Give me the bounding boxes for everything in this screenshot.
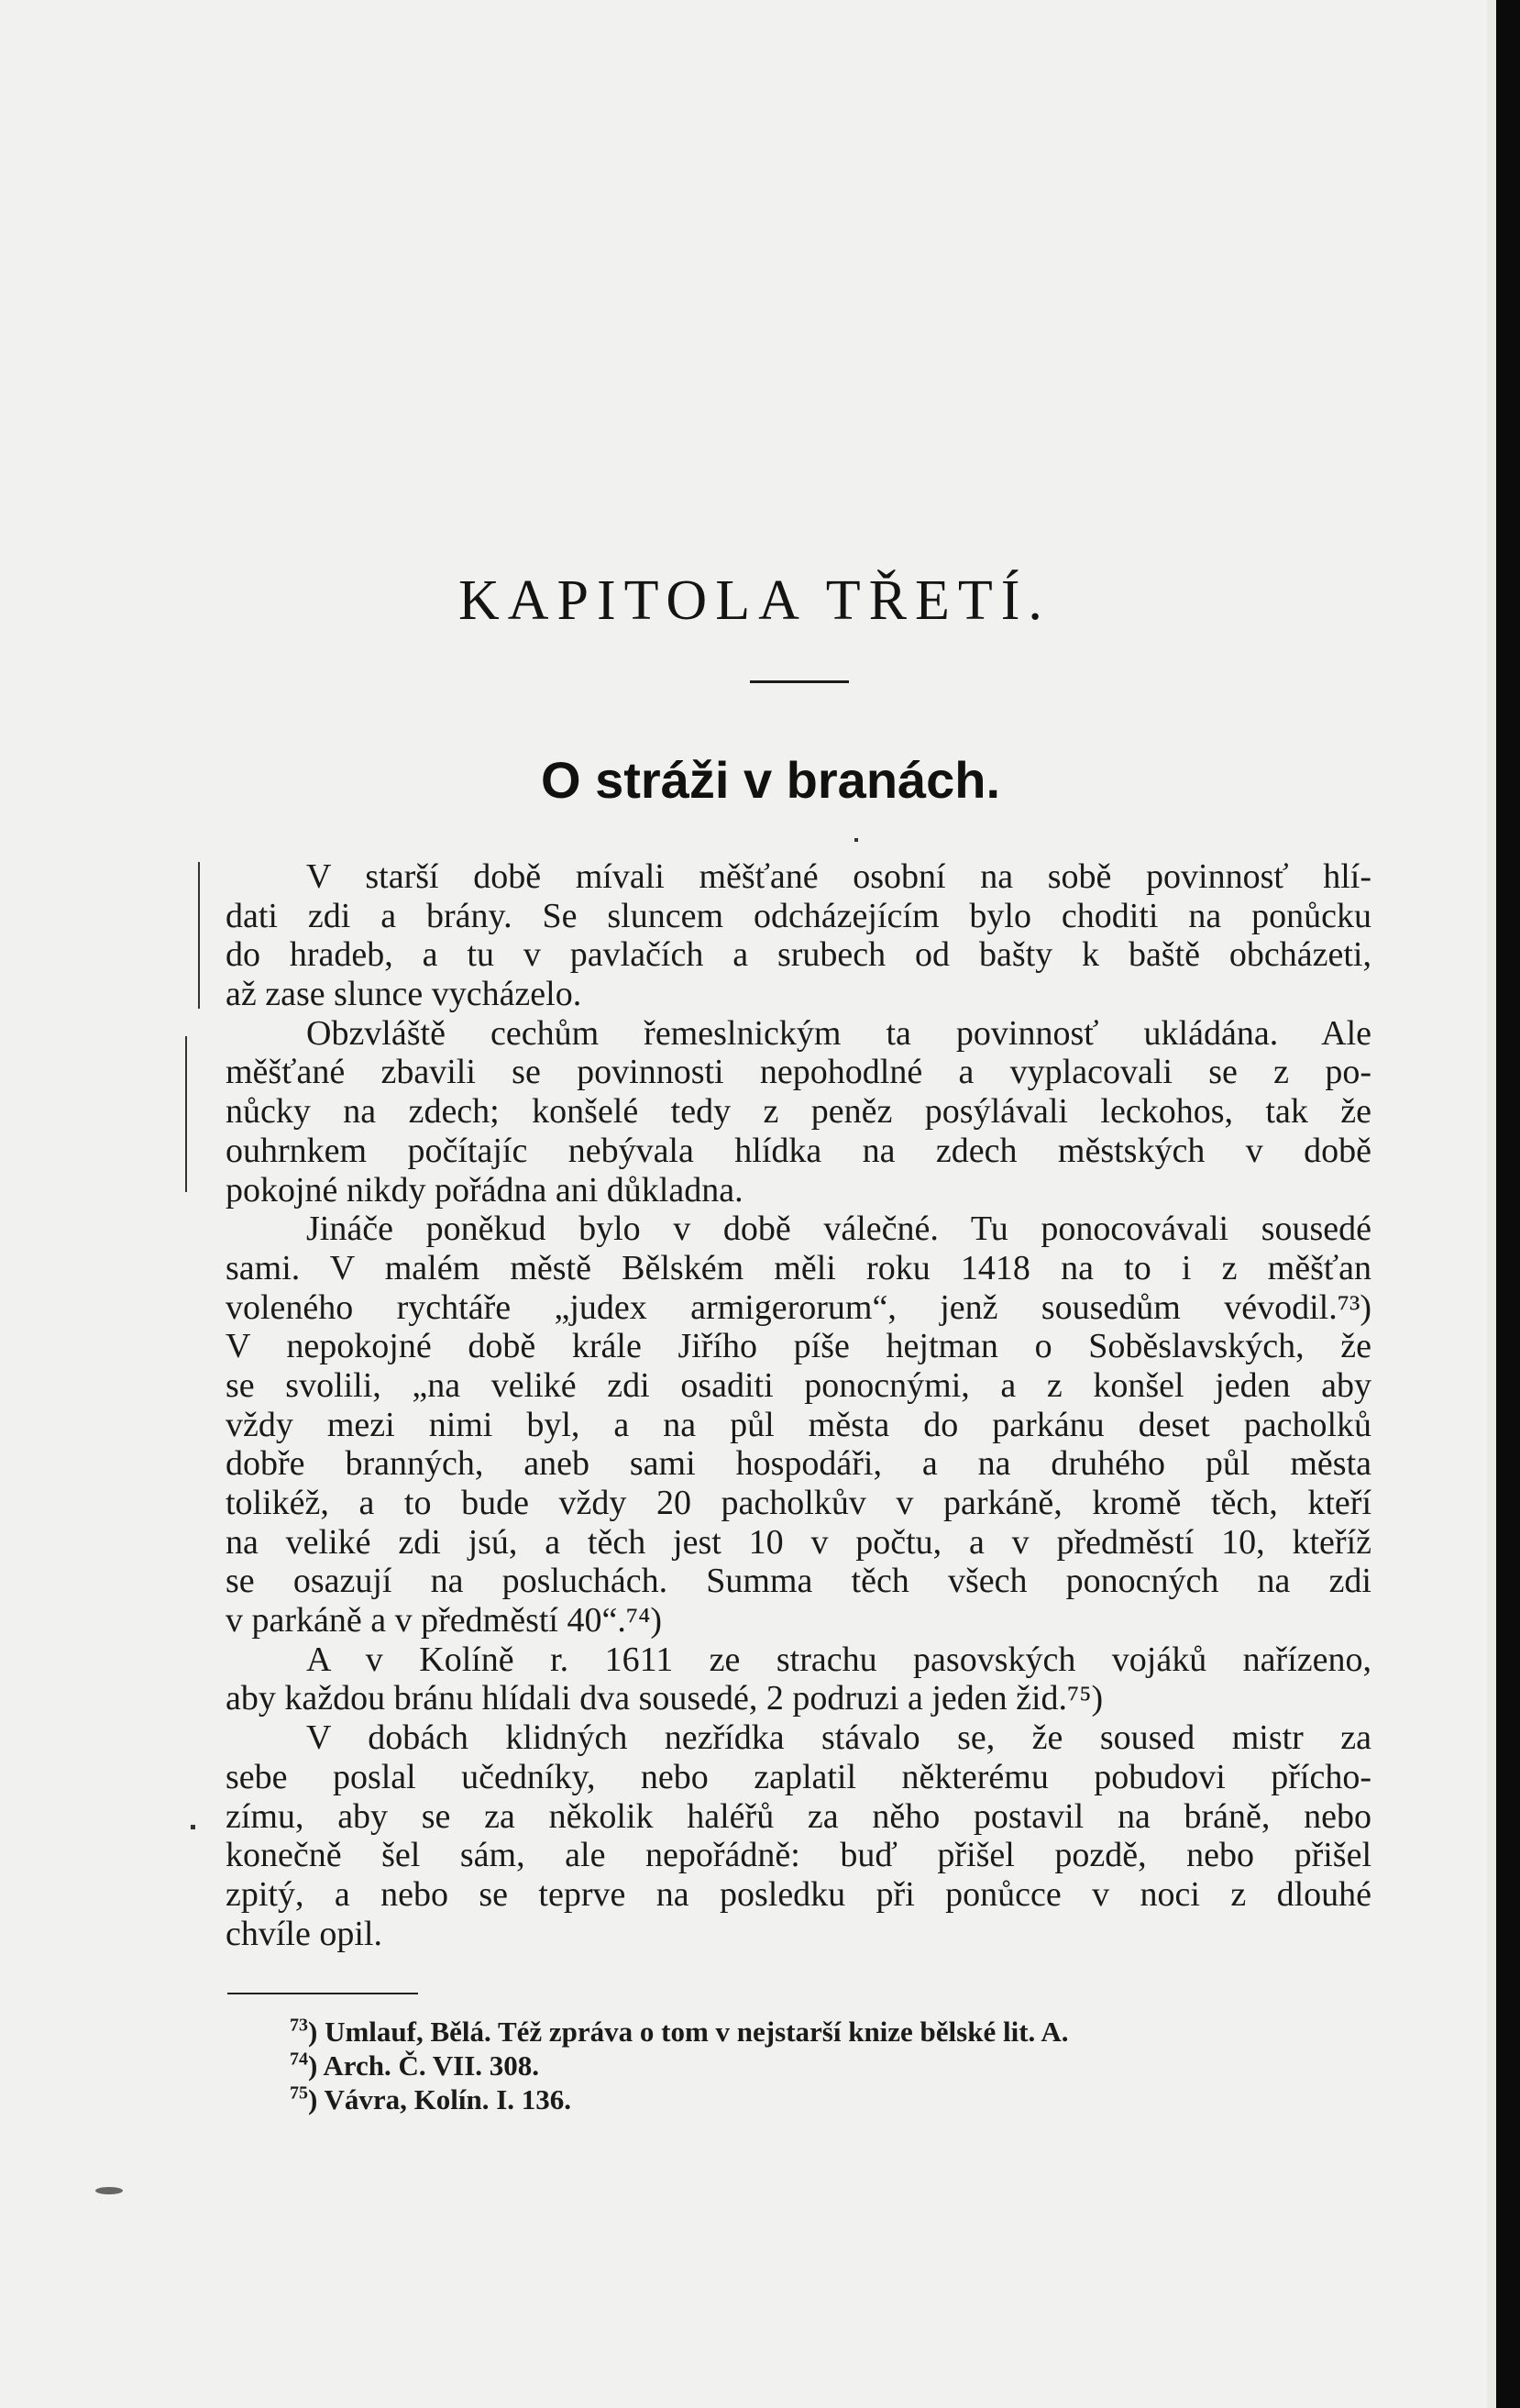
text-line: dati zdi a brány. Se sluncem odcházejícím bylo choditi na ponůcku bbox=[226, 896, 1371, 935]
chapter-heading: KAPITOLA TŘETÍ. bbox=[458, 569, 1051, 632]
footnote-mark: 74 bbox=[290, 2049, 308, 2070]
margin-dot-mark bbox=[854, 838, 858, 842]
text-line: voleného rychtáře „judex armigerorum“, jenž sousedům vévodil.⁷³) bbox=[226, 1287, 1371, 1327]
footnote-mark: 75 bbox=[290, 2082, 308, 2104]
text-line: měšťané zbavili se povinnosti nepohodlné a vyplacovali se z po- bbox=[226, 1053, 1371, 1092]
text-line: se osazují na posluchách. Summa těch všech ponocných na zdi bbox=[226, 1562, 1371, 1601]
text-line: V nepokojné době krále Jiřího píše hejtman o Soběslavských, že bbox=[226, 1327, 1371, 1366]
footnote-text: ) Umlauf, Bělá. Též zpráva o tom v nejstarší knize bělské lit. A. bbox=[308, 2016, 1069, 2048]
text-line: ouhrnkem počítajíc nebývala hlídka na zdech městských v době bbox=[226, 1131, 1371, 1170]
chapter-title: O stráži v branách. bbox=[541, 751, 1001, 809]
text-line: zpitý, a nebo se teprve na posledku při ponůcce v noci z dlouhé bbox=[226, 1874, 1371, 1914]
text-line: Obzvláště cechům řemeslnickým ta povinnosť ukládána. Ale bbox=[306, 1013, 1371, 1053]
text-line: v parkáně a v předměstí 40“.⁷⁴) bbox=[226, 1601, 662, 1640]
margin-dot-mark bbox=[191, 1825, 195, 1829]
scan-border bbox=[1496, 0, 1520, 2408]
text-line: tolikéž, a to bude vždy 20 pacholkův v parkáně, kromě těch, kteří bbox=[226, 1484, 1371, 1522]
text-line: aby každou bránu hlídali dva sousedé, 2 podruzi a jeden žid.⁷⁵) bbox=[226, 1679, 1104, 1718]
text-line: zímu, aby se za několik haléřů za něho postavil na bráně, nebo bbox=[226, 1796, 1371, 1836]
text-line: pokojné nikdy pořádna ani důkladna. bbox=[226, 1170, 743, 1210]
footnote-text: ) Vávra, Kolín. I. 136. bbox=[308, 2083, 572, 2115]
text-line: sebe poslal učedníky, nebo zaplatil některému pobudovi přícho- bbox=[226, 1757, 1371, 1796]
text-line: dobře branných, aneb sami hospodáři, a na druhého půl města bbox=[226, 1444, 1371, 1484]
text-line: A v Kolíně r. 1611 ze strachu pasovských vojáků nařízeno, bbox=[306, 1640, 1371, 1679]
page-edge bbox=[1487, 0, 1496, 2408]
text-line: se svolili, „na veliké zdi osaditi ponocnými, a z konšel jeden aby bbox=[226, 1365, 1371, 1405]
margin-line-mark bbox=[198, 862, 200, 1009]
text-line: chvíle opil. bbox=[226, 1914, 382, 1953]
text-line: do hradeb, a tu v pavlačích a srubech od bašty k baště obcházeti, bbox=[226, 935, 1371, 975]
text-line: sami. V malém městě Bělském měli roku 1418 na to i z měšťan bbox=[226, 1248, 1371, 1287]
margin-line-mark bbox=[185, 1036, 187, 1192]
footnote-text: ) Arch. Č. VII. 308. bbox=[308, 2049, 540, 2082]
text-line: konečně šel sám, ale nepořádně: buď přišel pozdě, nebo přišel bbox=[226, 1836, 1371, 1875]
text-line: na veliké zdi jsú, a těch jest 10 v počtu, a v předměstí 10, kteříž bbox=[226, 1522, 1371, 1562]
text-line: V dobách klidných nezřídka stávalo se, že soused mistr za bbox=[306, 1718, 1371, 1758]
paper-smudge bbox=[95, 2187, 123, 2194]
footnote-mark: 73 bbox=[290, 2015, 308, 2036]
text-line: nůcky na zdech; konšelé tedy z peněz posýlávali leckohos, tak že bbox=[226, 1092, 1371, 1132]
text-line: Jináče poněkud bylo v době válečné. Tu ponocovávali sousedé bbox=[306, 1210, 1371, 1249]
text-line: vždy mezi nimi byl, a na půl města do parkánu deset pacholků bbox=[226, 1405, 1371, 1444]
text-line: až zase slunce vycházelo. bbox=[226, 975, 582, 1014]
text-line: V starší době mívali měšťané osobní na sobě povinnosť hlí- bbox=[306, 857, 1371, 896]
